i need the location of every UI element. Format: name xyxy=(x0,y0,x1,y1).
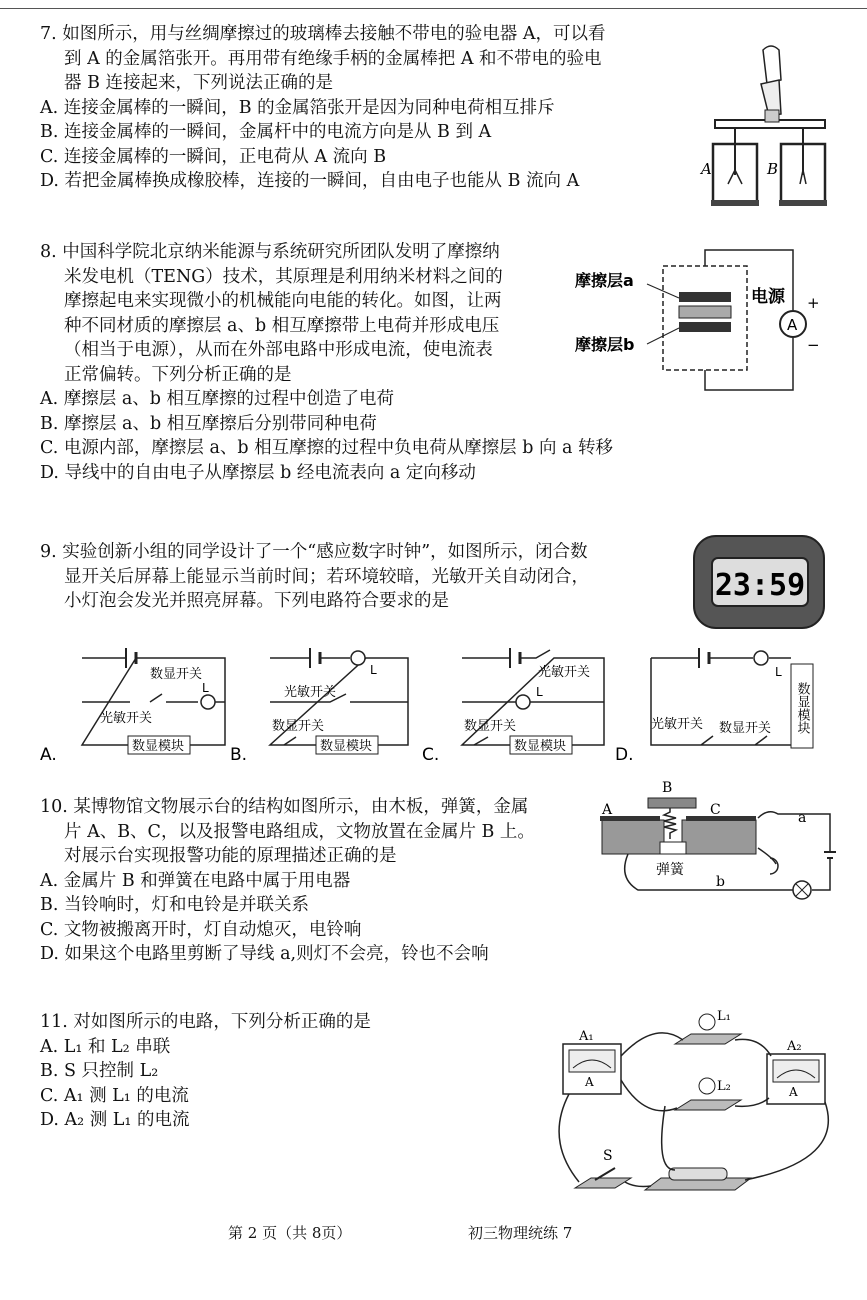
question-8 xyxy=(40,240,613,485)
q9-c-switch1: 光敏开关 xyxy=(538,665,591,680)
q8-option-d: D. 导线中的自由电子从摩擦层 b 经电流表向 a 定向移动 xyxy=(40,462,476,483)
q9-circuits-row xyxy=(40,640,850,770)
q9-circuit-c-letter: C. xyxy=(422,745,440,765)
q9-circuit-d-letter: D. xyxy=(615,745,634,765)
q8-stem-line: 种不同材质的摩擦层 a、b 相互摩擦带上电荷并形成电压 xyxy=(64,315,500,336)
q8-option-a: A. 摩擦层 a、b 相互摩擦的过程中创造了电荷 xyxy=(40,389,395,409)
q10-stem-line: 10. 某博物馆文物展示台的结构如图所示，由木板，弹簧，金属 xyxy=(40,797,529,817)
q11-label-l2: L₂ xyxy=(717,1079,731,1094)
q11-stem: 11. 对如图所示的电路，下列分析正确的是 xyxy=(40,1012,371,1032)
q11-label-l1: L₁ xyxy=(717,1009,731,1024)
q7-option-b: B. 连接金属棒的一瞬间，金属杆中的电流方向是从 B 到 A xyxy=(40,122,492,142)
question-9 xyxy=(40,540,589,614)
q9-a-switch2: 光敏开关 xyxy=(100,711,153,726)
question-7 xyxy=(40,22,605,194)
q7-stem-line: 到 A 的金属箔张开。再用带有绝缘手柄的金属棒把 A 和不带电的验电 xyxy=(64,48,602,69)
q9-stem-line: 小灯泡会发光并照亮屏幕。下列电路符合要求的是 xyxy=(64,591,449,611)
q8-stem-line: 正常偏转。下列分析正确的是 xyxy=(64,364,292,385)
q7-option-c: C. 连接金属棒的一瞬间，正电荷从 A 流向 B xyxy=(40,146,387,167)
q9-circuit-c xyxy=(422,648,604,765)
q11-option-a: A. L₁ 和 L₂ 串联 xyxy=(40,1036,171,1057)
q11-label-a2: A₂ xyxy=(787,1039,802,1054)
page-number: 第 2 页（共 8页） xyxy=(228,1224,352,1242)
q8-stem-line: 摩擦起电来实现微小的机械能向电能的转化。如图，让两 xyxy=(64,291,502,311)
exam-title: 初三物理统练 7 xyxy=(468,1224,573,1242)
q9-stem-line: 9. 实验创新小组的同学设计了一个“感应数字时钟”，如图所示，闭合数 xyxy=(40,542,588,562)
q10-stem-line: 片 A、B、C，以及报警电路组成，文物放置在金属片 B 上。 xyxy=(64,821,535,842)
q8-option-b: B. 摩擦层 a、b 相互摩擦后分别带同种电荷 xyxy=(40,413,377,434)
q9-d-switch1: 光敏开关 xyxy=(651,717,704,732)
q10-label-a: A xyxy=(602,802,613,818)
q9-c-switch2: 数显开关 xyxy=(464,719,517,734)
q9-circuit-d xyxy=(615,648,813,765)
q11-label-a1: A₁ xyxy=(579,1029,594,1044)
q8-option-c: C. 电源内部，摩擦层 a、b 相互摩擦的过程中负电荷从摩擦层 b 向 a 转移 xyxy=(40,438,614,458)
q10-label-spring: 弹簧 xyxy=(656,862,684,878)
q8-teng-figure xyxy=(575,240,835,400)
q11-a1-face: A xyxy=(585,1075,594,1089)
q8-source-label: 电源 xyxy=(751,287,785,307)
q9-d-switch2: 数显开关 xyxy=(719,721,772,736)
q8-ammeter-label: A xyxy=(787,316,798,334)
q9-circuit-b xyxy=(230,648,408,765)
q10-display-stand-figure xyxy=(598,778,850,908)
q9-d-lamp: L xyxy=(775,665,782,679)
q10-label-wire-b: b xyxy=(716,874,725,890)
q9-d-module: 数显模块 xyxy=(794,682,810,734)
q9-b-module: 数显模块 xyxy=(320,739,373,754)
q7-electroscope-figure xyxy=(701,40,833,212)
q9-b-switch2: 数显开关 xyxy=(272,719,325,734)
q8-stem-line: 米发电机（TENG）技术，其原理是利用纳米材料之间的 xyxy=(64,266,503,287)
q9-a-lamp: L xyxy=(202,681,209,695)
q10-label-b: B xyxy=(662,780,673,796)
q9-b-switch1: 光敏开关 xyxy=(284,685,337,700)
q11-a2-face: A xyxy=(789,1085,798,1099)
question-10 xyxy=(40,795,535,967)
question-11 xyxy=(40,1010,371,1133)
top-rule xyxy=(0,8,867,9)
q8-minus-sign: − xyxy=(807,336,820,354)
q10-option-d: D. 如果这个电路里剪断了导线 a,则灯不会亮，铃也不会响 xyxy=(40,944,489,964)
q11-option-b: B. S 只控制 L₂ xyxy=(40,1061,159,1081)
q9-stem-line: 显开关后屏幕上能显示当前时间；若环境较暗，光敏开关自动闭合， xyxy=(64,566,589,587)
q9-a-switch1: 数显开关 xyxy=(150,667,203,682)
q9-a-module: 数显模块 xyxy=(132,739,185,754)
q11-option-d: D. A₂ 测 L₁ 的电流 xyxy=(40,1110,190,1130)
q9-clock-figure xyxy=(690,532,830,632)
q7-label-a: A xyxy=(701,160,712,178)
q7-stem-line: 7. 如图所示，用与丝绸摩擦过的玻璃棒去接触不带电的验电器 A，可以看 xyxy=(40,24,606,44)
q10-label-c: C xyxy=(710,802,721,818)
q11-circuit-figure xyxy=(545,1010,845,1200)
q7-stem-line: 器 B 连接起来，下列说法正确的是 xyxy=(64,73,333,93)
q9-circuit-a-letter: A. xyxy=(40,745,57,765)
q8-plus-sign: + xyxy=(807,294,820,312)
q11-label-s: S xyxy=(603,1148,613,1164)
q9-clock-display: 23:59 xyxy=(714,568,806,603)
q8-layer-b-label: 摩擦层b xyxy=(575,335,635,354)
q10-option-c: C. 文物被搬离开时，灯自动熄灭，电铃响 xyxy=(40,919,362,940)
q8-layer-a-label: 摩擦层a xyxy=(575,271,634,290)
q10-stem-line: 对展示台实现报警功能的原理描述正确的是 xyxy=(64,846,397,866)
q11-option-c: C. A₁ 测 L₁ 的电流 xyxy=(40,1085,189,1106)
q7-label-b: B xyxy=(767,160,779,178)
q10-option-a: A. 金属片 B 和弹簧在电路中属于用电器 xyxy=(40,870,351,891)
q8-stem-line: （相当于电源），从而在外部电路中形成电流，使电流表 xyxy=(64,340,493,360)
q7-option-d: D. 若把金属棒换成橡胶棒，连接的一瞬间，自由电子也能从 B 流向 A xyxy=(40,171,580,191)
q9-circuit-a xyxy=(40,648,225,765)
q9-c-lamp: L xyxy=(536,685,543,699)
q10-option-b: B. 当铃响时，灯和电铃是并联关系 xyxy=(40,895,309,915)
q10-label-wire-a: a xyxy=(798,810,807,826)
q7-option-a: A. 连接金属棒的一瞬间，B 的金属箔张开是因为同种电荷相互排斥 xyxy=(40,97,555,118)
q9-b-lamp: L xyxy=(370,663,377,677)
q9-circuit-b-letter: B. xyxy=(230,745,248,765)
q9-c-module: 数显模块 xyxy=(514,739,567,754)
q8-stem-line: 8. 中国科学院北京纳米能源与系统研究所团队发明了摩擦纳 xyxy=(40,242,500,262)
